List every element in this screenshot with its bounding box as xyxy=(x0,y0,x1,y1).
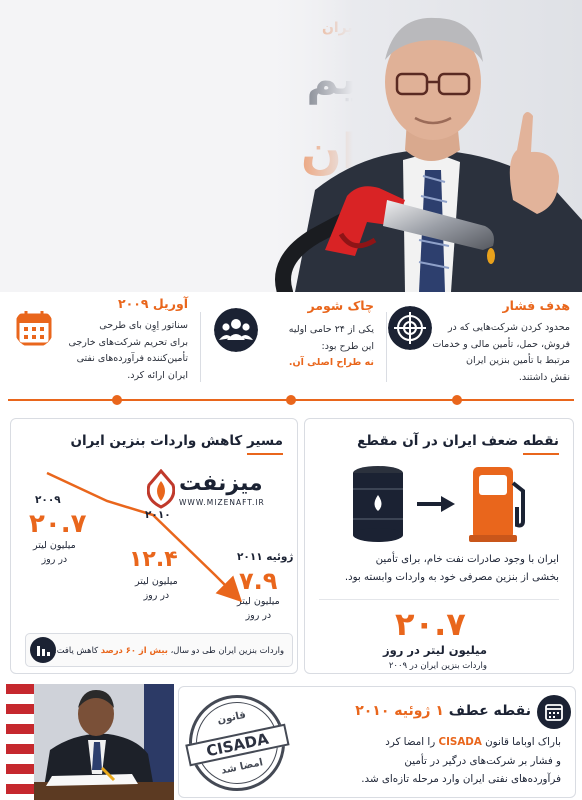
divider xyxy=(200,312,201,382)
weakness-text: ایران با وجود صادرات نفت خام، برای تأمین بخشی از بنزین مصرفی خود به واردات وابسته بود. xyxy=(344,554,559,584)
point-2011-unit: میلیون لیتر در روز xyxy=(237,596,280,622)
group-icon xyxy=(214,308,258,352)
point-2009-value: ۲۰.۷ xyxy=(29,509,87,539)
point-2009-unit: میلیون لیتر در روز xyxy=(33,540,76,566)
timeline-dot xyxy=(452,395,462,405)
fuel-pump-icon xyxy=(467,463,531,543)
point-2009-label: ۲۰۰۹ xyxy=(35,494,61,506)
oil-barrel-icon xyxy=(351,465,405,543)
obama-signing-illustration xyxy=(6,684,174,800)
turning-point-title: نقطه عطف ۱ ژوئیه ۲۰۱۰ xyxy=(355,703,531,719)
weakness-card xyxy=(304,418,574,674)
point-2010-unit: میلیون لیتر در روز xyxy=(135,576,178,602)
timeline-dot xyxy=(286,395,296,405)
timeline-strip xyxy=(0,292,582,410)
timeline-item-schumer: چاک شومر یکی از ۲۴ حامی اولیه این طرح بود: نه طراح اصلی آن. xyxy=(204,292,384,396)
cisada-stamp: قانون CISADA امضا شد xyxy=(180,686,294,800)
divider xyxy=(386,312,387,382)
timeline-dot xyxy=(112,395,122,405)
divider xyxy=(319,599,559,600)
weakness-card-title: نقطه ضعف ایران در آن مقطع xyxy=(357,433,559,449)
calendar-icon xyxy=(537,695,571,729)
turning-point-section xyxy=(0,678,582,800)
point-2010-value: ۱۲.۴ xyxy=(129,547,178,572)
target-icon xyxy=(388,306,432,350)
turning-point-card xyxy=(178,686,576,798)
hero-section xyxy=(0,0,582,292)
bar-chart-icon xyxy=(30,637,56,663)
point-2011-value: ۷.۹ xyxy=(239,567,278,595)
weakness-big-value: ۲۰.۷ xyxy=(395,605,466,643)
point-2010-label: ۲۰۱۰ xyxy=(145,509,171,521)
imports-summary-note: واردات بنزین ایران طی دو سال، بیش از ۶۰ درصد کاهش یافت. xyxy=(25,633,293,667)
weakness-unit: میلیون لیتر در روز xyxy=(382,643,487,657)
logo-url: WWW.MIZENAFT.IR xyxy=(179,498,265,507)
timeline-item-april-2009: آوریل ۲۰۰۹ سناتور اِوِن بای طرحی برای تحریم شرکت‌های خارجی تأمین‌کننده فرآورده‌های نفتی ایران ارائه کرد. xyxy=(14,292,198,396)
imports-card-title: مسیر کاهش واردات بنزین ایران xyxy=(70,433,283,449)
turning-point-body: باراک اوباما قانون CISADA را امضا کرد و فشار بر شرکت‌های درگیر در تأمین فرآورده‌های نفتی ایران وارد مرحله تازه‌ای شد. xyxy=(361,736,561,786)
calendar-icon xyxy=(14,308,54,348)
timeline-item-pressure-target: هدف فشار محدود کردن شرکت‌هایی که در فروش، حمل، تأمین مالی و خدمات مرتبط با تأمین بنزین ایران نقش داشتند. xyxy=(388,292,582,396)
imports-decline-card xyxy=(10,418,298,674)
point-2011-label: ژوئیه ۲۰۱۱ xyxy=(237,551,294,563)
arrow-right-icon xyxy=(417,495,455,513)
middle-section xyxy=(0,410,582,678)
logo-text: میزنفت xyxy=(179,471,263,496)
weakness-caption: واردات بنزین ایران در ۲۰۰۹ xyxy=(388,661,487,671)
speaker-with-fuel-nozzle-illustration xyxy=(255,0,582,292)
